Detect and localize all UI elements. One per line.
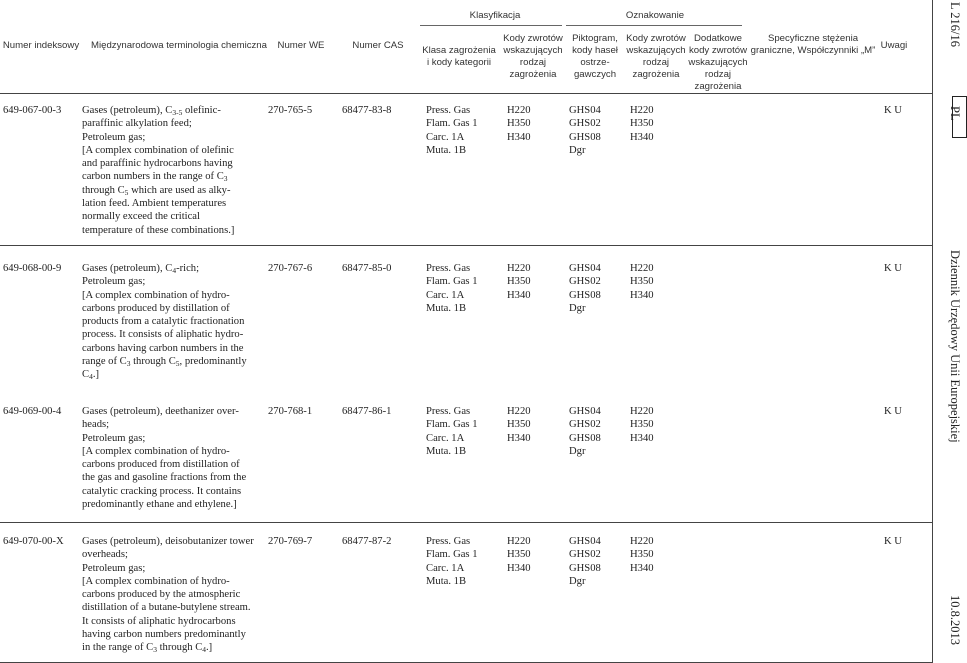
cas-number: 68477-85-0 — [342, 263, 392, 274]
pictogram-codes-line: GHS08 — [569, 432, 601, 444]
chemical-description-line: through $C_5$ which are used as alky- — [82, 184, 231, 197]
we-number: 270-765-5 — [268, 105, 313, 116]
hazard-class-line: Flam. Gas 1 — [426, 419, 478, 431]
hazard-class-line: Press. Gas — [426, 263, 471, 274]
pictogram-codes-line: Dgr — [569, 575, 586, 587]
index-number: 649-070-00-X — [3, 536, 64, 547]
chemical-description-line: normally exceed the critical — [82, 211, 200, 223]
hazard-class-line: Carc. 1A — [426, 562, 465, 574]
header-label-codes: Kody zwrotów wskazujących rodzaj zagrożenia — [626, 33, 686, 80]
hazard-class-line: Carc. 1A — [426, 131, 465, 143]
hazard-class-line: Flam. Gas 1 — [426, 276, 478, 288]
header-bottom-rule — [0, 93, 932, 94]
hazard-class-line: Muta. 1B — [426, 575, 467, 587]
hazard-class — [426, 405, 478, 458]
chemical-description-line: Gases (petroleum), deethanizer over- — [82, 406, 239, 417]
chemical-description-line: It consists of aliphatic hydrocarbons — [82, 615, 236, 627]
chemical-description-line: and paraffinic hydrocarbons having — [82, 158, 233, 170]
chemical-description — [82, 262, 272, 382]
pictogram-codes-line: Dgr — [569, 144, 586, 156]
we-number: 270-768-1 — [268, 406, 313, 417]
hazard-class-line: Flam. Gas 1 — [426, 549, 478, 561]
we-number: 270-767-6 — [268, 263, 313, 274]
label-hazard-codes-line: H220 — [630, 406, 654, 417]
chemical-description-line: predominantly ethane and ethylene.] — [82, 499, 237, 511]
notes: K U — [884, 536, 902, 547]
chemical-description-line: having carbon numbers predominantly — [82, 629, 246, 641]
label-hazard-codes-line: H220 — [630, 536, 654, 547]
class-hazard-codes-line: H220 — [507, 536, 531, 547]
pictogram-codes-line: GHS04 — [569, 263, 601, 274]
label-hazard-codes — [630, 535, 654, 575]
chemical-description-line: heads; — [82, 419, 110, 431]
label-hazard-codes-line: H220 — [630, 263, 654, 274]
header-chem-terminology: Międzynarodowa terminologia chemiczna — [91, 40, 267, 51]
chemical-description-line: carbons produced from distillation of — [82, 459, 240, 471]
pictogram-codes-line: GHS08 — [569, 131, 601, 143]
chemical-description-line: carbons produced by the atmospheric — [82, 589, 241, 601]
class-hazard-codes-line: H350 — [507, 118, 531, 130]
pictogram-codes-line: GHS08 — [569, 562, 601, 574]
header-pictogram: Piktogram, kody haseł ostrze- gawczych — [572, 33, 618, 80]
side-journal-title: Dziennik Urzędowy Unii Europejskiej — [948, 250, 962, 443]
pictogram-codes — [569, 262, 601, 315]
header-cas-number: Numer CAS — [352, 40, 404, 51]
label-hazard-codes-line: H340 — [630, 131, 654, 143]
hazard-class — [426, 104, 478, 157]
pictogram-codes-line: GHS02 — [569, 118, 601, 130]
class-hazard-codes-line: H340 — [507, 432, 531, 444]
class-hazard-codes — [507, 104, 531, 144]
label-hazard-codes-line: H350 — [630, 118, 654, 130]
notes: K U — [884, 105, 902, 116]
chemical-description-line: Petroleum gas; — [82, 562, 146, 574]
side-margin-rule — [932, 0, 934, 663]
pictogram-codes-line: Dgr — [569, 445, 586, 457]
chemical-description-line: [A complex combination of hydro- — [82, 445, 230, 457]
header-notes: Uwagi — [880, 40, 908, 51]
pictogram-codes-line: GHS02 — [569, 419, 601, 431]
hazard-class-line: Press. Gas — [426, 536, 471, 547]
label-hazard-codes-line: H220 — [630, 105, 654, 116]
header-group-classification-rule — [420, 25, 562, 26]
cas-number: 68477-87-2 — [342, 536, 392, 547]
pictogram-codes — [569, 405, 601, 458]
class-hazard-codes-line: H340 — [507, 131, 531, 143]
chemical-description-line: carbon numbers in the range of $C_3$ — [82, 171, 228, 184]
chemical-description-line: temperature of these combinations.] — [82, 224, 235, 236]
row-separator — [0, 245, 932, 246]
class-hazard-codes — [507, 262, 531, 302]
chemical-description-line: Gases (petroleum), deisobutanizer tower — [82, 536, 254, 547]
pictogram-codes — [569, 104, 601, 157]
hazard-class-line: Press. Gas — [426, 406, 471, 417]
label-hazard-codes — [630, 405, 654, 445]
class-hazard-codes-line: H220 — [507, 105, 531, 116]
chemical-description — [82, 104, 272, 237]
chemical-description-line: the gas and gasoline fractions from the — [82, 472, 247, 484]
notes: K U — [884, 406, 902, 417]
chemical-description-line: paraffinic alkylation feed; — [82, 118, 192, 130]
cas-number: 68477-86-1 — [342, 406, 392, 417]
label-hazard-codes-line: H340 — [630, 289, 654, 301]
header-class-hazard: Klasa zagrożenia i kody kategorii — [422, 45, 496, 68]
class-hazard-codes-line: H350 — [507, 549, 531, 561]
chemical-description-line: carbons produced by distillation of — [82, 302, 230, 314]
class-hazard-codes-line: H220 — [507, 406, 531, 417]
notes: K U — [884, 263, 902, 274]
class-hazard-codes-line: H340 — [507, 562, 531, 574]
chemical-description-line: process. It consists of aliphatic hydro- — [82, 329, 244, 341]
header-group-labelling-rule — [566, 25, 742, 26]
header-extra-codes: Dodatkowe kody zwrotów wskazujących rodzaj zagrożenia — [688, 33, 748, 92]
chemical-description-line: in the range of $C_3$ through $C_4$.] — [82, 642, 213, 655]
label-hazard-codes-line: H350 — [630, 419, 654, 431]
header-group-classification: Klasyfikacja — [469, 10, 521, 21]
chemical-description-line: Petroleum gas; — [82, 432, 146, 444]
chemical-description-line: Petroleum gas; — [82, 131, 146, 143]
side-language-code: PL — [948, 106, 962, 121]
pictogram-codes-line: GHS04 — [569, 536, 601, 547]
class-hazard-codes-line: H340 — [507, 289, 531, 301]
hazard-class-line: Press. Gas — [426, 105, 471, 116]
header-we-number: Numer WE — [277, 40, 325, 51]
cas-number: 68477-83-8 — [342, 105, 392, 116]
hazard-class-line: Flam. Gas 1 — [426, 118, 478, 130]
side-date: 10.8.2013 — [948, 595, 962, 645]
pictogram-codes-line: GHS08 — [569, 289, 601, 301]
chemical-description-line: Gases (petroleum), $C_{3-5}$ olefinic- — [82, 105, 221, 117]
chemical-description-line: [A complex combination of hydro- — [82, 575, 230, 587]
we-number: 270-769-7 — [268, 536, 313, 547]
pictogram-codes-line: GHS02 — [569, 549, 601, 561]
chemical-description-line: catalytic cracking process. It contains — [82, 485, 242, 497]
chemical-description-line: carbons having carbon numbers in the — [82, 342, 244, 354]
chemical-description-line: Petroleum gas; — [82, 276, 146, 288]
hazard-class-line: Muta. 1B — [426, 302, 467, 314]
class-hazard-codes-line: H220 — [507, 263, 531, 274]
index-number: 649-069-00-4 — [3, 406, 62, 417]
chemical-description-line: $C_4$.] — [82, 369, 100, 382]
chemical-description — [82, 535, 272, 655]
hazard-class — [426, 535, 478, 588]
label-hazard-codes-line: H340 — [630, 562, 654, 574]
row-separator — [0, 522, 932, 523]
index-number: 649-068-00-9 — [3, 263, 62, 274]
header-index: Numer indeksowy — [2, 40, 80, 51]
pictogram-codes-line: GHS02 — [569, 276, 601, 288]
chemical-description — [82, 405, 272, 511]
hazard-class-line: Carc. 1A — [426, 432, 465, 444]
pictogram-codes-line: Dgr — [569, 302, 586, 314]
hazard-class-line: Muta. 1B — [426, 445, 467, 457]
class-hazard-codes-line: H350 — [507, 276, 531, 288]
chemical-description-line: [A complex combination of hydro- — [82, 289, 230, 301]
header-group-labelling: Oznakowanie — [625, 10, 685, 21]
header-specific-concentrations: Specyficzne stężenia graniczne, Współczynniki „M” — [750, 33, 876, 56]
chemical-description-line: [A complex combination of olefinic — [82, 144, 234, 156]
label-hazard-codes — [630, 104, 654, 144]
pictogram-codes-line: GHS04 — [569, 105, 601, 116]
class-hazard-codes-line: H350 — [507, 419, 531, 431]
pictogram-codes-line: GHS04 — [569, 406, 601, 417]
label-hazard-codes-line: H350 — [630, 276, 654, 288]
chemical-description-line: distillation of a butane-butylene stream. — [82, 602, 251, 614]
chemical-description-line: Gases (petroleum), $C_4$-rich; — [82, 263, 200, 275]
hazard-class — [426, 262, 478, 315]
pictogram-codes — [569, 535, 601, 588]
hazard-class-line: Muta. 1B — [426, 144, 467, 156]
chemical-description-line: lation feed. Ambient temperatures — [82, 198, 227, 210]
side-page-ref: L 216/16 — [948, 2, 962, 48]
chemical-description-line: overheads; — [82, 549, 128, 561]
index-number: 649-067-00-3 — [3, 105, 62, 116]
header-class-codes: Kody zwrotów wskazujących rodzaj zagrożenia — [503, 33, 563, 80]
class-hazard-codes — [507, 535, 531, 575]
chemical-description-line: range of $C_3$ through $C_5$, predominantly — [82, 356, 247, 369]
label-hazard-codes — [630, 262, 654, 302]
chemical-description-line: products from a catalytic fractionation — [82, 316, 245, 328]
hazard-class-line: Carc. 1A — [426, 289, 465, 301]
class-hazard-codes — [507, 405, 531, 445]
label-hazard-codes-line: H350 — [630, 549, 654, 561]
label-hazard-codes-line: H340 — [630, 432, 654, 444]
